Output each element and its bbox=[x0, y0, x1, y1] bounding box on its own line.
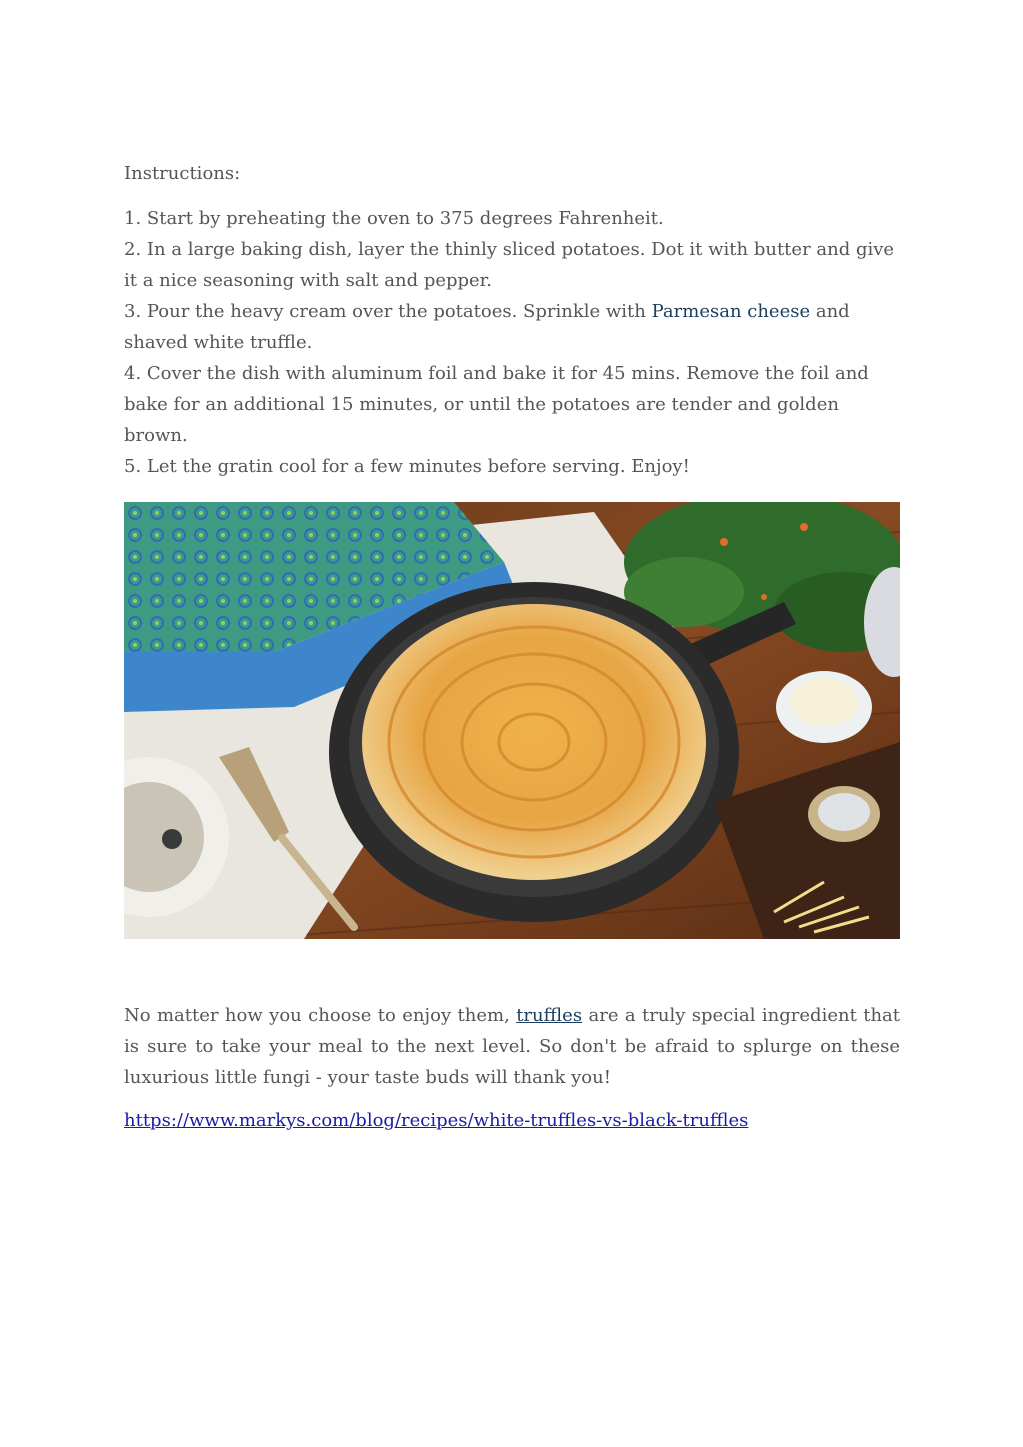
parmesan-cheese-link[interactable]: Parmesan cheese bbox=[651, 301, 811, 322]
source-url-link[interactable]: https://www.markys.com/blog/recipes/white-truffles-vs-black-truffles bbox=[124, 1110, 749, 1131]
step-2: 2. In a large baking dish, layer the thinly sliced potatoes. Dot it with butter and give it a nice seasoning with salt and pepper. bbox=[124, 239, 895, 291]
closing-paragraph bbox=[124, 1000, 900, 1093]
step-5: 5. Let the gratin cool for a few minutes before serving. Enjoy! bbox=[124, 456, 690, 477]
instructions-list bbox=[124, 203, 900, 482]
step-4: 4. Cover the dish with aluminum foil and bake it for 45 mins. Remove the foil and bake for an additional 15 minutes, or until the potatoes are tender and golden brown. bbox=[124, 363, 869, 446]
step-3 bbox=[124, 296, 900, 358]
closing-text-after: are a truly special ingredient that is sure to take your meal to the next level. So don't be afraid to splurge on these luxurious little fungi - your taste buds will thank you! bbox=[124, 1005, 900, 1088]
instructions-heading: Instructions: bbox=[124, 163, 241, 184]
step-1: 1. Start by preheating the oven to 375 degrees Fahrenheit. bbox=[124, 208, 664, 229]
closing-text-before: No matter how you choose to enjoy them, bbox=[124, 1005, 517, 1026]
step-3-text-before: 3. Pour the heavy cream over the potatoes. Sprinkle with bbox=[124, 301, 652, 322]
source-line bbox=[124, 1106, 748, 1136]
step-3-text-after: and shaved white truffle. bbox=[124, 301, 850, 353]
truffles-link[interactable]: truffles bbox=[516, 1005, 583, 1026]
potato-gratin-photo bbox=[124, 502, 900, 939]
